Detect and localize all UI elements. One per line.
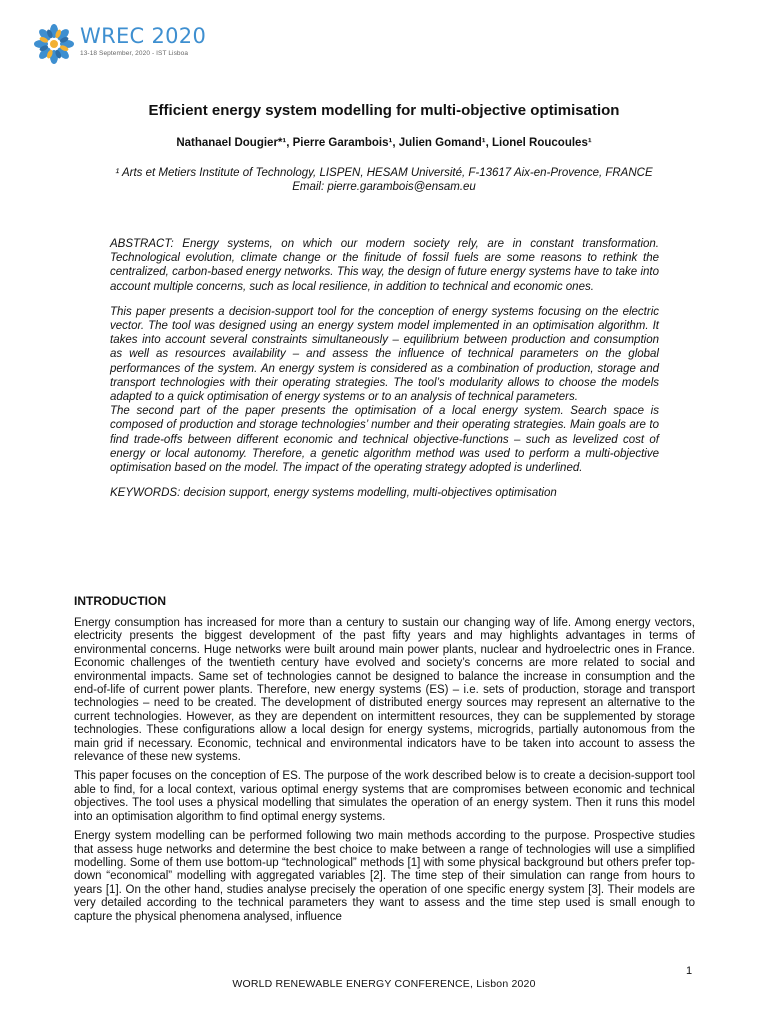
sunflower-logo-icon [34, 24, 74, 64]
page-footer: WORLD RENEWABLE ENERGY CONFERENCE, Lisbon 2020 [232, 978, 536, 990]
author-email: Email: pierre.garambois@ensam.eu [292, 181, 476, 193]
paper-authors: Nathanael Dougier*¹, Pierre Garambois¹, Julien Gomand¹, Lionel Roucoules¹ [176, 137, 592, 149]
body-paragraph: Energy consumption has increased for more than a century to sustain our changing way of life. Among energy vectors, electricity presents the biggest development of the past fifty years and may highlights advantages in terms of environmental concerns. Huge networks were built around main power plants, nuclear and hydroelectric ones in France. Economic challenges of the twentieth century have evolved and society’s concerns are more related to social and environmental impacts. Same set of technologies cannot be designed to balance the increase in consumption and the end-of-life of current power plants. Therefore, new energy systems (ES) – i.e. sets of production, storage and transport technologies – need to be created. The development of distributed energy sources may represent an alternative to the current technologies. However, as they are dependent on intermittent resources, they can be supplemented by storage technologies. These configurations allow a local design for energy systems, microgrids, partially autonomous from the main grid if necessary. Economic, technical and environmental indicators have to be taken into account to assess the relevance of these new systems. [74, 617, 695, 764]
paper-title: Efficient energy system modelling for multi-objective optimisation [148, 102, 620, 119]
affiliation-block [0, 166, 768, 194]
abstract [110, 237, 659, 500]
page-number: 1 [686, 965, 693, 977]
body-text [74, 617, 695, 930]
keywords: KEYWORDS: decision support, energy systems modelling, multi-objectives optimisation [110, 487, 557, 500]
abstract-paragraph: The second part of the paper presents the optimisation of a local energy system. Search space is composed of production and storage technologies’ number and their operating strategies. Main goals are to find trade-offs between different economic and technical objective-functions – such as levelized cost of energy or local autonomy. Therefore, a genetic algorithm method was used to perform a multi-objective optimisation based on the model. The impact of the operating strategy adopted is underlined. [110, 405, 659, 475]
section-heading: INTRODUCTION [74, 594, 166, 608]
abstract-paragraph: This paper presents a decision-support tool for the conception of energy systems focusing on the electric vector. The tool was designed using an energy system model implemented in an optimisation algorithm. It takes into account several constraints simultaneously – equilibrium between production and consumption as well as resources availability – and assess the influence of technical parameters on the global performances of the system. An energy system is considered as a combination of production, storage and transport technologies with their operating strategies. The tool’s modularity allows to choose the models adapted to a quick optimisation of energy systems or to an analysis of technical parameters. [110, 305, 659, 404]
affiliation: ¹ Arts et Metiers Institute of Technology, LISPEN, HESAM Université, F-13617 Aix-en-Provence, FRANCE [115, 167, 653, 179]
logo-name: WREC 2020 [80, 24, 207, 48]
logo-subtitle: 13-18 September, 2020 - IST Lisboa [80, 50, 189, 57]
body-paragraph: This paper focuses on the conception of ES. The purpose of the work described below is to create a decision-support tool able to find, for a local context, various optimal energy systems that are compromises between economic and technical objectives. The tool uses a physical modelling that simulates the operation of an energy system. Then it runs this model into an optimisation algorithm to find optimal energy systems. [74, 770, 695, 823]
conference-logo [34, 24, 206, 64]
abstract-paragraph: ABSTRACT: Energy systems, on which our modern society rely, are in constant transformation. Technological evolution, climate change or the finitude of fossil fuels are some reasons to rethink the centralized, carbon-based energy networks. This way, the design of future energy systems have to take into account multiple concerns, such as local resilience, in addition to technical and economic ones. [110, 238, 659, 293]
body-paragraph: Energy system modelling can be performed following two main methods according to the purpose. Prospective studies that assess huge networks and determine the best choice to make between a range of technologies will use a simplified modelling. Some of them use bottom-up “technological” methods [1] with some physical background but others prefer top-down “economical” modelling with aggregated variables [2]. The time step of their simulation can range from hours to years [1]. On the other hand, studies analyse precisely the operation of one specific energy system [3]. Their models are very detailed according to the technical parameters they want to assess and the time step used is small enough to capture the physical phenomena analysed, influence [74, 830, 695, 923]
